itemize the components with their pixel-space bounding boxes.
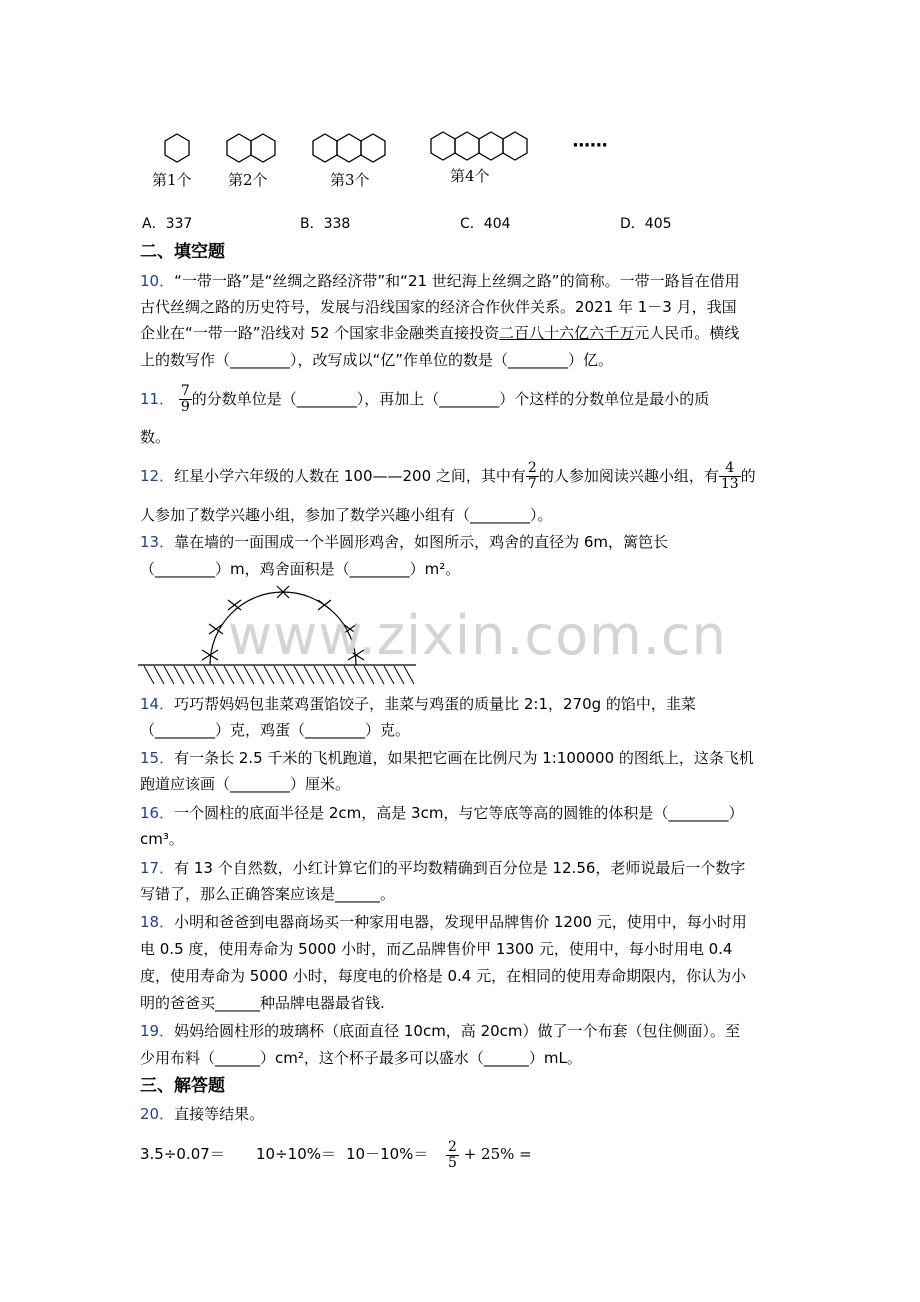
- expression-2: 10÷10%＝: [256, 1145, 336, 1163]
- option-d: D．405: [620, 216, 672, 232]
- figure-label-3: 第3个: [330, 171, 370, 189]
- q14-line-1: 14．巧巧帮妈妈包韭菜鸡蛋馅饺子，韭菜与鸡蛋的质量比 2:1，270g 的馅中，韭菜: [140, 695, 696, 713]
- q12-line-2: 人参加了数学兴趣小组，参加了数学兴趣小组有（________）。: [140, 506, 553, 524]
- fraction-4-13: $\frac{4}{13}$: [720, 460, 739, 492]
- section-heading-answer: 三、解答题: [140, 1076, 225, 1096]
- q10-line-1: 10．“一带一路”是“丝绸之路经济带”和“21 世纪海上丝绸之路”的简称。一带一路旨在借用: [140, 272, 740, 290]
- fraction-2-5: $\frac{2}{5}$: [448, 1138, 457, 1171]
- q15-line-2: 跑道应该画（________）厘米。: [140, 775, 351, 793]
- hexagon-sequence-figure: [140, 122, 640, 194]
- hexagon-figure-4: [431, 132, 527, 160]
- q20-line-1: 20．直接等结果。: [140, 1105, 265, 1123]
- q18-line-4: 明的爸爸买______种品牌电器最省钱.: [140, 994, 385, 1012]
- option-c: C．404: [460, 216, 511, 232]
- q11-line-1: 11． $\frac{7}{9}$ 的分数单位是（________），再加上（________）个这样的分数单位是最小的质: [140, 383, 710, 415]
- q18-line-3: 度，使用寿命为 5000 小时，每度电的价格是 0.4 元，在相同的使用寿命期限内，你认为小: [140, 967, 747, 985]
- expression-1: 3.5÷0.07＝: [140, 1145, 225, 1163]
- expression-3: 10－10%＝: [346, 1145, 429, 1163]
- hexagon-figure-3: [313, 134, 385, 162]
- figure-label-4: 第4个: [450, 167, 490, 185]
- figure-label-1: 第1个: [152, 171, 192, 189]
- q16-line-2: cm³。: [140, 830, 184, 848]
- option-b: B．338: [300, 216, 351, 232]
- q19-line-2: 少用布料（______）cm²，这个杯子最多可以盛水（______）mL。: [140, 1049, 582, 1067]
- section-heading-fill-in: 二、填空题: [140, 242, 225, 262]
- q12-line-1: 12．红星小学六年级的人数在 100——200 之间，其中有 $\frac{2}{7}$ 的人参加阅读兴趣小组，有 $\frac{4}{13}$ 的: [140, 460, 756, 492]
- q10-line-3: 企业在“一带一路”沿线对 52 个国家非金融类直接投资二百八十六亿六千万元人民币。横线: [140, 324, 740, 342]
- fraction-7-9: $\frac{7}{9}$: [180, 383, 190, 415]
- q19-line-1: 19．妈妈给圆柱形的玻璃杯（底面直径 10cm，高 20cm）做了一个布套（包住侧面）。至: [140, 1022, 741, 1040]
- fraction-2-7: $\frac{2}{7}$: [527, 460, 537, 492]
- q14-line-2: （________）克，鸡蛋（________）克。: [140, 721, 411, 739]
- hexagon-figure-2: [227, 134, 275, 162]
- q15-line-1: 15．有一条长 2.5 千米的飞机跑道，如果把它画在比例尺为 1:100000 的图纸上，这条飞机: [140, 749, 754, 767]
- q13-line-1: 13．靠在墙的一面围成一个半圆形鸡舍，如图所示，鸡舍的直径为 6m，篱笆长: [140, 533, 669, 551]
- q10-line-2: 古代丝绸之路的历史符号，发展与沿线国家的经济合作伙伴关系。2021 年 1－3 月，我国: [140, 298, 737, 316]
- option-a: A．337: [142, 216, 193, 232]
- q13-line-2: （________）m，鸡舍面积是（________）m²。: [140, 560, 461, 578]
- q10-line-4: 上的数写作（________），改写成以“亿”作单位的数是（________）亿。: [140, 351, 614, 369]
- q16-line-1: 16．一个圆柱的底面半径是 2cm，高是 3cm，与它等底等高的圆锥的体积是（________）: [140, 804, 744, 822]
- q17-line-2: 写错了，那么正确答案应该是______。: [140, 885, 396, 903]
- hexagon-figure-1: [165, 134, 189, 162]
- q11-line-2: 数。: [140, 428, 171, 446]
- q18-line-2: 电 0.5 度，使用寿命为 5000 小时，而乙品牌售价甲 1300 元，使用中，每小时用电 0.4: [140, 940, 733, 958]
- ellipsis-dots: ······: [572, 135, 608, 156]
- watermark: www.zixin.com.cn: [228, 604, 727, 667]
- q18-line-1: 18．小明和爸爸到电器商场买一种家用电器，发现甲品牌售价 1200 元，使用中，每小时用: [140, 913, 747, 931]
- figure-label-2: 第2个: [228, 171, 268, 189]
- expression-4: $\frac{2}{5}$ + 25% =: [448, 1138, 532, 1171]
- q17-line-1: 17．有 13 个自然数，小红计算它们的平均数精确到百分位是 12.56，老师说最后一个数字: [140, 859, 746, 877]
